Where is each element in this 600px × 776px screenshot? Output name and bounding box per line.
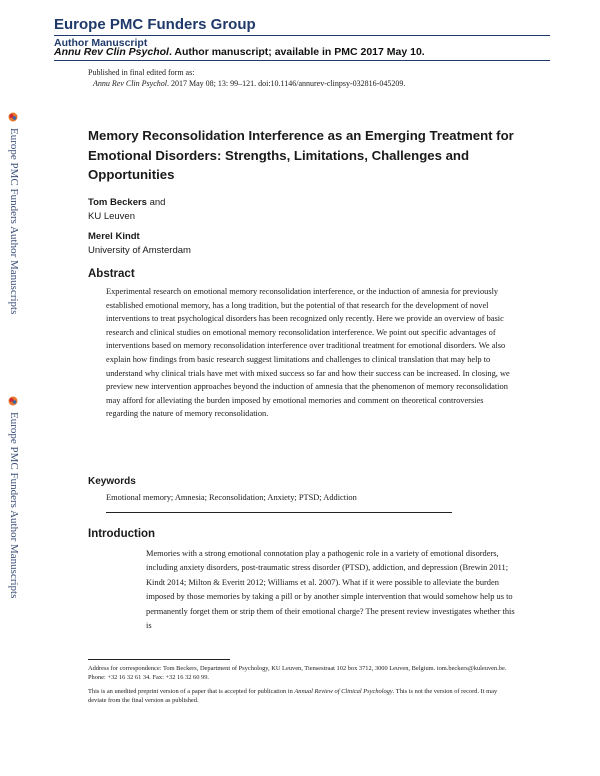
europe-pmc-logo-icon bbox=[8, 112, 18, 122]
side-banner-text: Europe PMC Funders Author Manuscripts bbox=[8, 412, 20, 599]
author-conjunction: and bbox=[146, 197, 166, 208]
preprint-note-end: . This is not the version of record. It may deviate from the final version as published. bbox=[88, 688, 498, 704]
preprint-journal-name: Annual Review of Clinical Psychology bbox=[294, 688, 393, 695]
header-divider bbox=[54, 35, 550, 36]
abstract-heading: Abstract bbox=[88, 268, 135, 280]
author-1-affiliation: KU Leuven bbox=[88, 211, 136, 222]
funders-group-title: Europe PMC Funders Group bbox=[54, 16, 256, 33]
author-name: Merel Kindt bbox=[88, 231, 140, 242]
abstract-text: Experimental research on emotional memory reconsolidation interference, or the induction of amnesia for previously established emotional memory, has a long tradition, but the potential of that research for the development of novel interventions to treat psychological disorders has been recognized only recently. Here we provide an overview of basic research and clinical studies on emotional memory reconsolidation interference. We point out specific advantages of interventions based on memory reconsolidation interference over traditional treatment for emotional disorders. We also explain how findings from basic research suggest limitations and challenges to clinical translation that may help to understand why clinical trials have met with mixed success so far and how their success can be increased. In closing, we preview new intervention approaches beyond the induction of amnesia that the phenomenon of memory reconsolidation may afford for alleviating the burden imposed by emotional memories and comment on theoretical controversies regarding the nature of memory reconsolidation. bbox=[106, 287, 510, 419]
preprint-footnote bbox=[88, 688, 516, 705]
side-banner-bottom bbox=[4, 396, 26, 626]
article-title: Memory Reconsolidation Interference as an Emerging Treatment for Emotional Disorders: Strengths, Limitations, Challenges and Opportunities bbox=[88, 128, 514, 182]
introduction-heading: Introduction bbox=[88, 528, 156, 540]
preprint-note-start: This is an unedited preprint version of a paper that is accepted for publication in bbox=[88, 688, 295, 695]
author-2 bbox=[88, 230, 140, 243]
header-divider-bottom bbox=[54, 60, 550, 61]
side-banner-top bbox=[4, 112, 26, 342]
footnote-divider bbox=[88, 659, 230, 660]
introduction-text: Memories with a strong emotional connotation play a pathogenic role in a variety of emotional disorders, including anxiety disorders, post-traumatic stress disorder (PTSD), addiction, and depression (Brewin 2011; Kindt 2014; Milton & Everitt 2012; Williams et al. 2007). What if it were possible to alleviate the burden imposed by those memories by taking a pill or by another simple intervention that would somehow help us to permanently forget them or strip them of their emotional charge? The present review investigates whether this is bbox=[146, 549, 515, 631]
author-2-affiliation: University of Amsterdam bbox=[88, 245, 191, 256]
keywords-list: Emotional memory; Amnesia; Reconsolidation; Anxiety; PTSD; Addiction bbox=[106, 493, 357, 502]
published-as-label: Published in final edited form as: bbox=[88, 68, 195, 77]
keywords-heading: Keywords bbox=[88, 476, 136, 487]
side-banner-text: Europe PMC Funders Author Manuscripts bbox=[8, 128, 20, 315]
correspondence-footnote: Address for correspondence: Tom Beckers, Department of Psychology, KU Leuven, Tiensestraat 102 box 3712, 3000 Leuven, Belgium. tom.beckers@kuleuven.be. Phone: +32 16 32 61 34. Fax: +32 16 32 60 99. bbox=[88, 665, 507, 681]
keywords-divider bbox=[106, 512, 452, 513]
europe-pmc-logo-icon bbox=[8, 396, 18, 406]
author-1 bbox=[88, 196, 165, 209]
author-name: Tom Beckers bbox=[88, 197, 147, 208]
journal-availability-line: Annu Rev Clin Psychol. Author manuscript; available in PMC 2017 May 10. bbox=[54, 46, 425, 58]
author-manuscript-label: Author Manuscript bbox=[54, 37, 148, 49]
citation-line: Annu Rev Clin Psychol. 2017 May 08; 13: 99–121. doi:10.1146/annurev-clinpsy-032816-045209. bbox=[93, 79, 406, 88]
